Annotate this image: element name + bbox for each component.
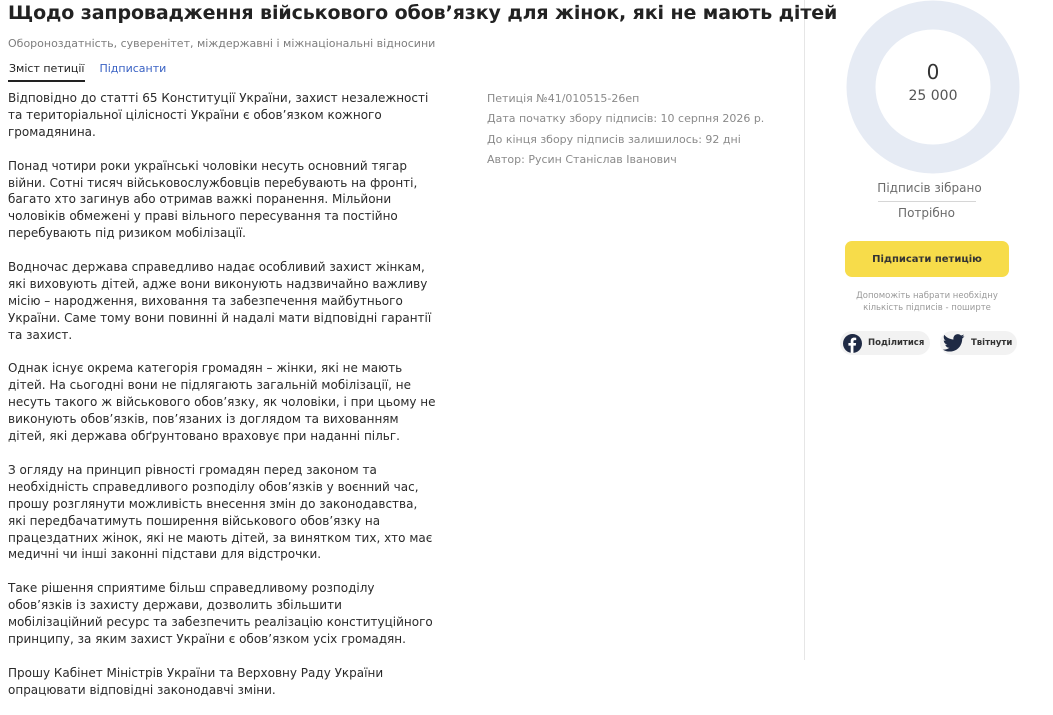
petition-meta <box>487 89 764 170</box>
progress-ring-track <box>861 15 1005 159</box>
petition-paragraph: Однак існує окрема категорія громадян – жінки, які не мають дітей. На сьогодні вони не підлягають загальній мобілізації, не несуть такого ж військового обов’язку, як чоловіки, і при цьому не виконують обов’язків, пов’язаних із доглядом та вихованням дітей, які держава обґрунтовано враховує при наданні пільг. <box>8 361 436 444</box>
tab-petition-content[interactable]: Зміст петиції <box>8 62 85 82</box>
share-facebook-button[interactable] <box>840 331 930 355</box>
tab-signers[interactable]: Підписанти <box>99 62 167 75</box>
petition-number: Петиція №41/010515-26еп <box>487 92 640 105</box>
page-title: Щодо запровадження військового обов’язку для жінок, які не мають дітей <box>8 2 838 24</box>
petition-paragraph: Відповідно до статті 65 Конституції України, захист незалежності та територіальної цілісності України є обов’язком кожного громадянина. <box>8 91 429 139</box>
petition-author: Автор: Русин Станіслав Іванович <box>487 152 677 166</box>
label-signatures-collected: Підписів зібрано <box>877 181 982 195</box>
petition-paragraph: З огляду на принцип рівності громадян перед законом та необхідність справедливого розподілу обов’язків у воєнний час, прошу розглянути можливість внесення змін до законодавства, які передбачатимуть поширення військового обов’язку на працездатних жінок, які не мають дітей, за винятком тих, хто має медичні чи інші законні підстави для відстрочки. <box>8 462 433 562</box>
sign-petition-button[interactable]: Підписати петицію <box>845 241 1009 277</box>
signature-sidebar <box>806 0 1053 660</box>
signatures-needed: 25 000 <box>908 88 958 104</box>
share-facebook-label: Поділитися <box>868 338 925 348</box>
share-twitter-label: Твітнути <box>971 338 1013 348</box>
facebook-icon <box>843 334 862 353</box>
petition-category: Обороноздатність, суверенітет, міждержавні і міжнаціональні відносини <box>8 37 436 50</box>
petition-paragraph: Таке рішення сприятиме більш справедливому розподілу обов’язків із захисту держави, дозволить збільшити мобілізаційний ресурс та забезпечить реалізацію конституційного принципу, за яким захист України є обов’язком усіх громадян. <box>8 581 433 646</box>
petition-paragraph: Водночас держава справедливо надає особливий захист жінкам, які виховують дітей, адже вони виконують надзвичайно важливу місію – народження, виховання та забезпечення майбутнього України. Саме тому вони повинні й надалі мати відповідні гарантії та захист. <box>8 260 432 342</box>
share-help-text: Допоможіть набрати необхідну кількість підписів - поширте <box>856 291 998 313</box>
signature-progress-ring <box>846 0 1020 174</box>
share-twitter-button[interactable] <box>940 331 1017 355</box>
twitter-icon <box>943 334 965 352</box>
divider <box>878 201 976 202</box>
signatures-count: 0 <box>926 60 940 84</box>
petition-text <box>8 90 438 715</box>
label-signatures-required: Потрібно <box>898 206 955 220</box>
petition-paragraph: Понад чотири роки українські чоловіки несуть основний тягар війни. Сотні тисяч військовослужбовців перебувають на фронті, багато хто загинув або отримав важкі поранення. Мільйони чоловіків обмежені у праві вільного пересування та постійно перебувають під ризиком мобілізації. <box>8 158 418 241</box>
petition-days-left: До кінця збору підписів залишилось: 92 дні <box>487 132 741 146</box>
petition-tabs <box>8 62 180 82</box>
petition-paragraph: Прошу Кабінет Міністрів України та Верховну Раду України опрацювати відповідні законодавчі зміни. <box>8 665 384 697</box>
petition-start-date: Дата початку збору підписів: 10 серпня 2026 р. <box>487 112 765 126</box>
